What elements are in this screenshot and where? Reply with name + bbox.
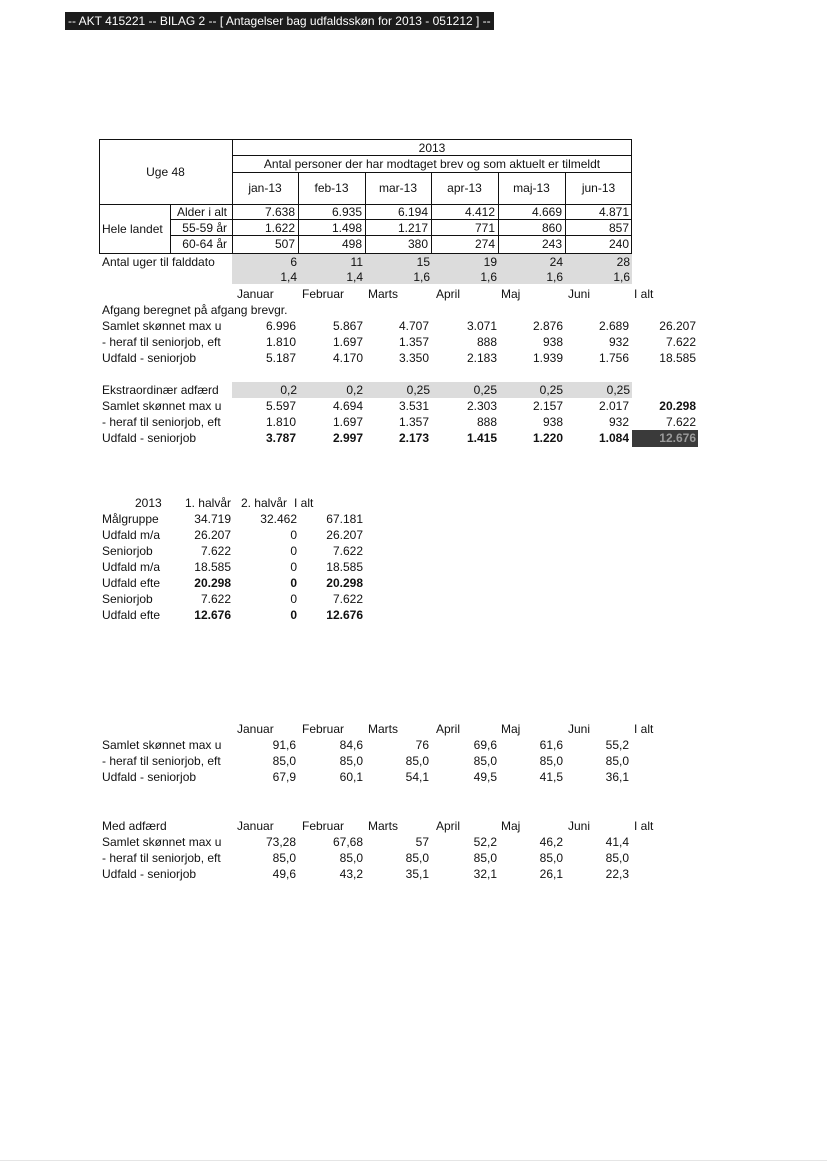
value-cell: 91,6 [272,738,296,752]
value-cell: 3.350 [398,351,429,365]
value-cell: 49,6 [272,867,296,881]
value-cell: 57 [415,835,429,849]
value-cell: 76 [415,738,429,752]
value-cell: 4.694 [332,399,363,413]
month-label: Januar [237,722,274,736]
month-label: April [436,287,461,301]
divider [170,219,632,220]
month-label: Maj [501,819,521,833]
row-label: Målgruppe [102,512,159,526]
value-cell: 3.531 [398,399,429,413]
value-cell: 1.810 [265,415,296,429]
value-cell: 4.170 [332,351,363,365]
value-cell: 3.071 [466,319,497,333]
total-cell: 18.585 [326,560,363,574]
month-header: apr-13 [447,181,482,195]
value-cell: 938 [542,335,563,349]
total-cell: 7.622 [332,592,363,606]
table-cell: 857 [608,221,629,235]
value-cell: 67,68 [332,835,363,849]
table-cell: 243 [541,237,562,251]
table-cell: 1.622 [264,221,295,235]
value-cell: 12.676 [194,608,231,622]
value-cell: 85,0 [473,851,497,865]
weeks-factor: 1,6 [413,270,430,284]
value-cell: 932 [608,415,629,429]
column-header: 1. halvår [184,496,231,510]
value-cell: 32.462 [260,512,297,526]
month-label: Januar [237,287,274,301]
row-label: Udfald - seniorjob [102,770,197,784]
value-cell: 85,0 [405,754,429,768]
value-cell: 1.415 [466,431,497,445]
value-cell: 85,0 [339,754,363,768]
month-header: maj-13 [513,181,550,195]
table-cell: 4.412 [464,205,495,219]
section-title: Med adfærd [102,819,167,833]
value-cell: 1.357 [398,415,429,429]
divider [232,172,632,173]
scan-edge-line [0,1160,827,1161]
factor-value: 0,2 [280,383,297,397]
weeks-value: 6 [290,255,297,269]
value-cell: 85,0 [339,851,363,865]
value-cell: 1.084 [598,431,629,445]
value-cell: 7.622 [200,592,231,606]
total-cell: 12.676 [326,608,363,622]
value-cell: 69,6 [473,738,497,752]
table-cell: 7.638 [264,205,295,219]
value-cell: 2.303 [466,399,497,413]
value-cell: 3.787 [265,431,296,445]
table-cell: 6.194 [397,205,428,219]
value-cell: 932 [608,335,629,349]
weeks-value: 15 [416,255,430,269]
value-cell: 85,0 [605,851,629,865]
month-header: mar-13 [378,181,417,195]
value-cell: 34.719 [194,512,231,526]
value-cell: 5.187 [265,351,296,365]
row-label: 60-64 år [182,237,227,251]
row-label: Udfald m/a [102,560,161,574]
factor-value: 0,2 [346,383,363,397]
value-cell: 1.220 [532,431,563,445]
factor-value: 0,25 [406,383,430,397]
row-label: 55-59 år [182,221,227,235]
table-caption: Antal personer der har modtaget brev og som aktuelt er tilmeldt [263,157,601,171]
row-label: Alder i alt [176,205,227,219]
total-cell: 26.207 [326,528,363,542]
table-cell: 4.669 [531,205,562,219]
value-cell: 1.939 [532,351,563,365]
value-cell: 0 [290,576,297,590]
divider [170,235,632,236]
table-cell: 1.498 [331,221,362,235]
value-cell: 2.689 [598,319,629,333]
value-cell: 73,28 [265,835,296,849]
weeks-factor: 1,6 [546,270,563,284]
value-cell: 6.996 [265,319,296,333]
month-label: April [436,819,461,833]
month-label: Februar [302,287,345,301]
weeks-value: 11 [350,255,363,269]
value-cell: 52,2 [473,835,497,849]
total-cell: 7.622 [665,415,696,429]
value-cell: 2.017 [598,399,629,413]
region-label: Hele landet [102,222,163,236]
table-cell: 771 [474,221,495,235]
value-cell: 4.707 [398,319,429,333]
row-label: Udfald efte [102,576,161,590]
table-cell: 274 [474,237,495,251]
divider [232,155,632,156]
value-cell: 5.597 [265,399,296,413]
row-label: Seniorjob [102,592,153,606]
value-cell: 0 [290,592,297,606]
value-cell: 26.207 [194,528,231,542]
row-label: Udfald - seniorjob [102,431,197,445]
column-header: I alt [294,496,314,510]
value-cell: 54,1 [405,770,429,784]
value-cell: 2.183 [466,351,497,365]
row-label: Udfald - seniorjob [102,351,197,365]
value-cell: 35,1 [405,867,429,881]
total-cell: 20.298 [326,576,363,590]
value-cell: 60,1 [339,770,363,784]
month-label: Februar [302,722,345,736]
value-cell: 2.997 [332,431,363,445]
table-cell: 6.935 [331,205,362,219]
row-label: Udfald - seniorjob [102,867,197,881]
month-label: Marts [368,287,398,301]
document-header: -- AKT 415221 -- BILAG 2 -- [ Antagelser bag udfaldsskøn for 2013 - 051212 ] -- [65,12,494,30]
row-label: Udfald m/a [102,528,161,542]
factor-value: 0,25 [539,383,563,397]
month-header: jun-13 [581,181,616,195]
value-cell: 61,6 [539,738,563,752]
total-cell: 7.622 [665,335,696,349]
row-label: Samlet skønnet max u [102,835,222,849]
month-label: Februar [302,819,345,833]
weeks-factor: 1,4 [346,270,363,284]
value-cell: 41,4 [605,835,629,849]
value-cell: 888 [476,415,497,429]
value-cell: 2.173 [398,431,429,445]
table-cell: 4.871 [598,205,629,219]
week-label: Uge 48 [146,165,185,179]
value-cell: 1.756 [598,351,629,365]
value-cell: 7.622 [200,544,231,558]
value-cell: 85,0 [272,754,296,768]
value-cell: 55,2 [605,738,629,752]
value-cell: 85,0 [539,754,563,768]
row-label: Samlet skønnet max u [102,738,222,752]
value-cell: 938 [542,415,563,429]
table-cell: 1.217 [397,221,428,235]
total-cell: 20.298 [659,399,696,413]
value-cell: 2.876 [532,319,563,333]
value-cell: 22,3 [605,867,629,881]
month-header: feb-13 [314,181,349,195]
factor-value: 0,25 [473,383,497,397]
weeks-factor: 1,6 [613,270,630,284]
month-label: Marts [368,819,398,833]
row-label: Udfald efte [102,608,161,622]
month-label: Juni [568,722,591,736]
month-label: Maj [501,287,521,301]
row-label: Seniorjob [102,544,153,558]
table-cell: 498 [341,237,362,251]
value-cell: 1.357 [398,335,429,349]
value-cell: 0 [290,608,297,622]
total-label: I alt [634,722,654,736]
value-cell: 67,9 [272,770,296,784]
weeks-label: Antal uger til falddato [102,255,215,269]
value-cell: 85,0 [605,754,629,768]
value-cell: 26,1 [539,867,563,881]
row-label: Samlet skønnet max u [102,399,222,413]
value-cell: 32,1 [473,867,497,881]
value-cell: 888 [476,335,497,349]
month-label: Marts [368,722,398,736]
value-cell: 0 [290,528,297,542]
month-header: jan-13 [248,181,282,195]
row-label: - heraf til seniorjob, eft [102,415,221,429]
value-cell: 43,2 [339,867,363,881]
weeks-factor: 1,6 [480,270,497,284]
row-label: - heraf til seniorjob, eft [102,335,221,349]
month-label: Juni [568,287,591,301]
value-cell: 46,2 [539,835,563,849]
table-cell: 860 [541,221,562,235]
month-label: Maj [501,722,521,736]
total-label: I alt [634,287,654,301]
value-cell: 36,1 [605,770,629,784]
column-header: 2013 [135,496,162,510]
weeks-value: 19 [483,255,497,269]
value-cell: 18.585 [194,560,231,574]
month-label: Juni [568,819,591,833]
value-cell: 85,0 [473,754,497,768]
value-cell: 0 [290,544,297,558]
row-label: Samlet skønnet max u [102,319,222,333]
total-cell: 67.181 [326,512,363,526]
section-title: Afgang beregnet på afgang brevgr. [102,303,288,317]
value-cell: 0 [290,560,297,574]
value-cell: 1.697 [332,335,363,349]
value-cell: 85,0 [405,851,429,865]
value-cell: 84,6 [339,738,363,752]
weeks-factor: 1,4 [280,270,297,284]
value-cell: 41,5 [539,770,563,784]
factor-label: Ekstraordinær adfærd [102,383,219,397]
value-cell: 2.157 [532,399,563,413]
weeks-value: 24 [549,255,563,269]
year-header: 2013 [418,141,446,155]
factor-value: 0,25 [606,383,630,397]
table-cell: 240 [608,237,629,251]
value-cell: 85,0 [272,851,296,865]
value-cell: 5.867 [332,319,363,333]
value-cell: 49,5 [473,770,497,784]
total-cell: 7.622 [332,544,363,558]
value-cell: 1.810 [265,335,296,349]
total-cell: 18.585 [659,351,696,365]
value-cell: 20.298 [194,576,231,590]
month-label: April [436,722,461,736]
value-cell: 1.697 [332,415,363,429]
total-cell-highlighted: 12.676 [659,431,696,445]
column-header: 2. halvår [240,496,287,510]
table-cell: 380 [407,237,428,251]
total-cell: 26.207 [659,319,696,333]
month-label: Januar [237,819,274,833]
row-label: - heraf til seniorjob, eft [102,754,221,768]
row-label: - heraf til seniorjob, eft [102,851,221,865]
weeks-value: 28 [616,255,630,269]
table-cell: 507 [274,237,295,251]
total-label: I alt [634,819,654,833]
value-cell: 85,0 [539,851,563,865]
